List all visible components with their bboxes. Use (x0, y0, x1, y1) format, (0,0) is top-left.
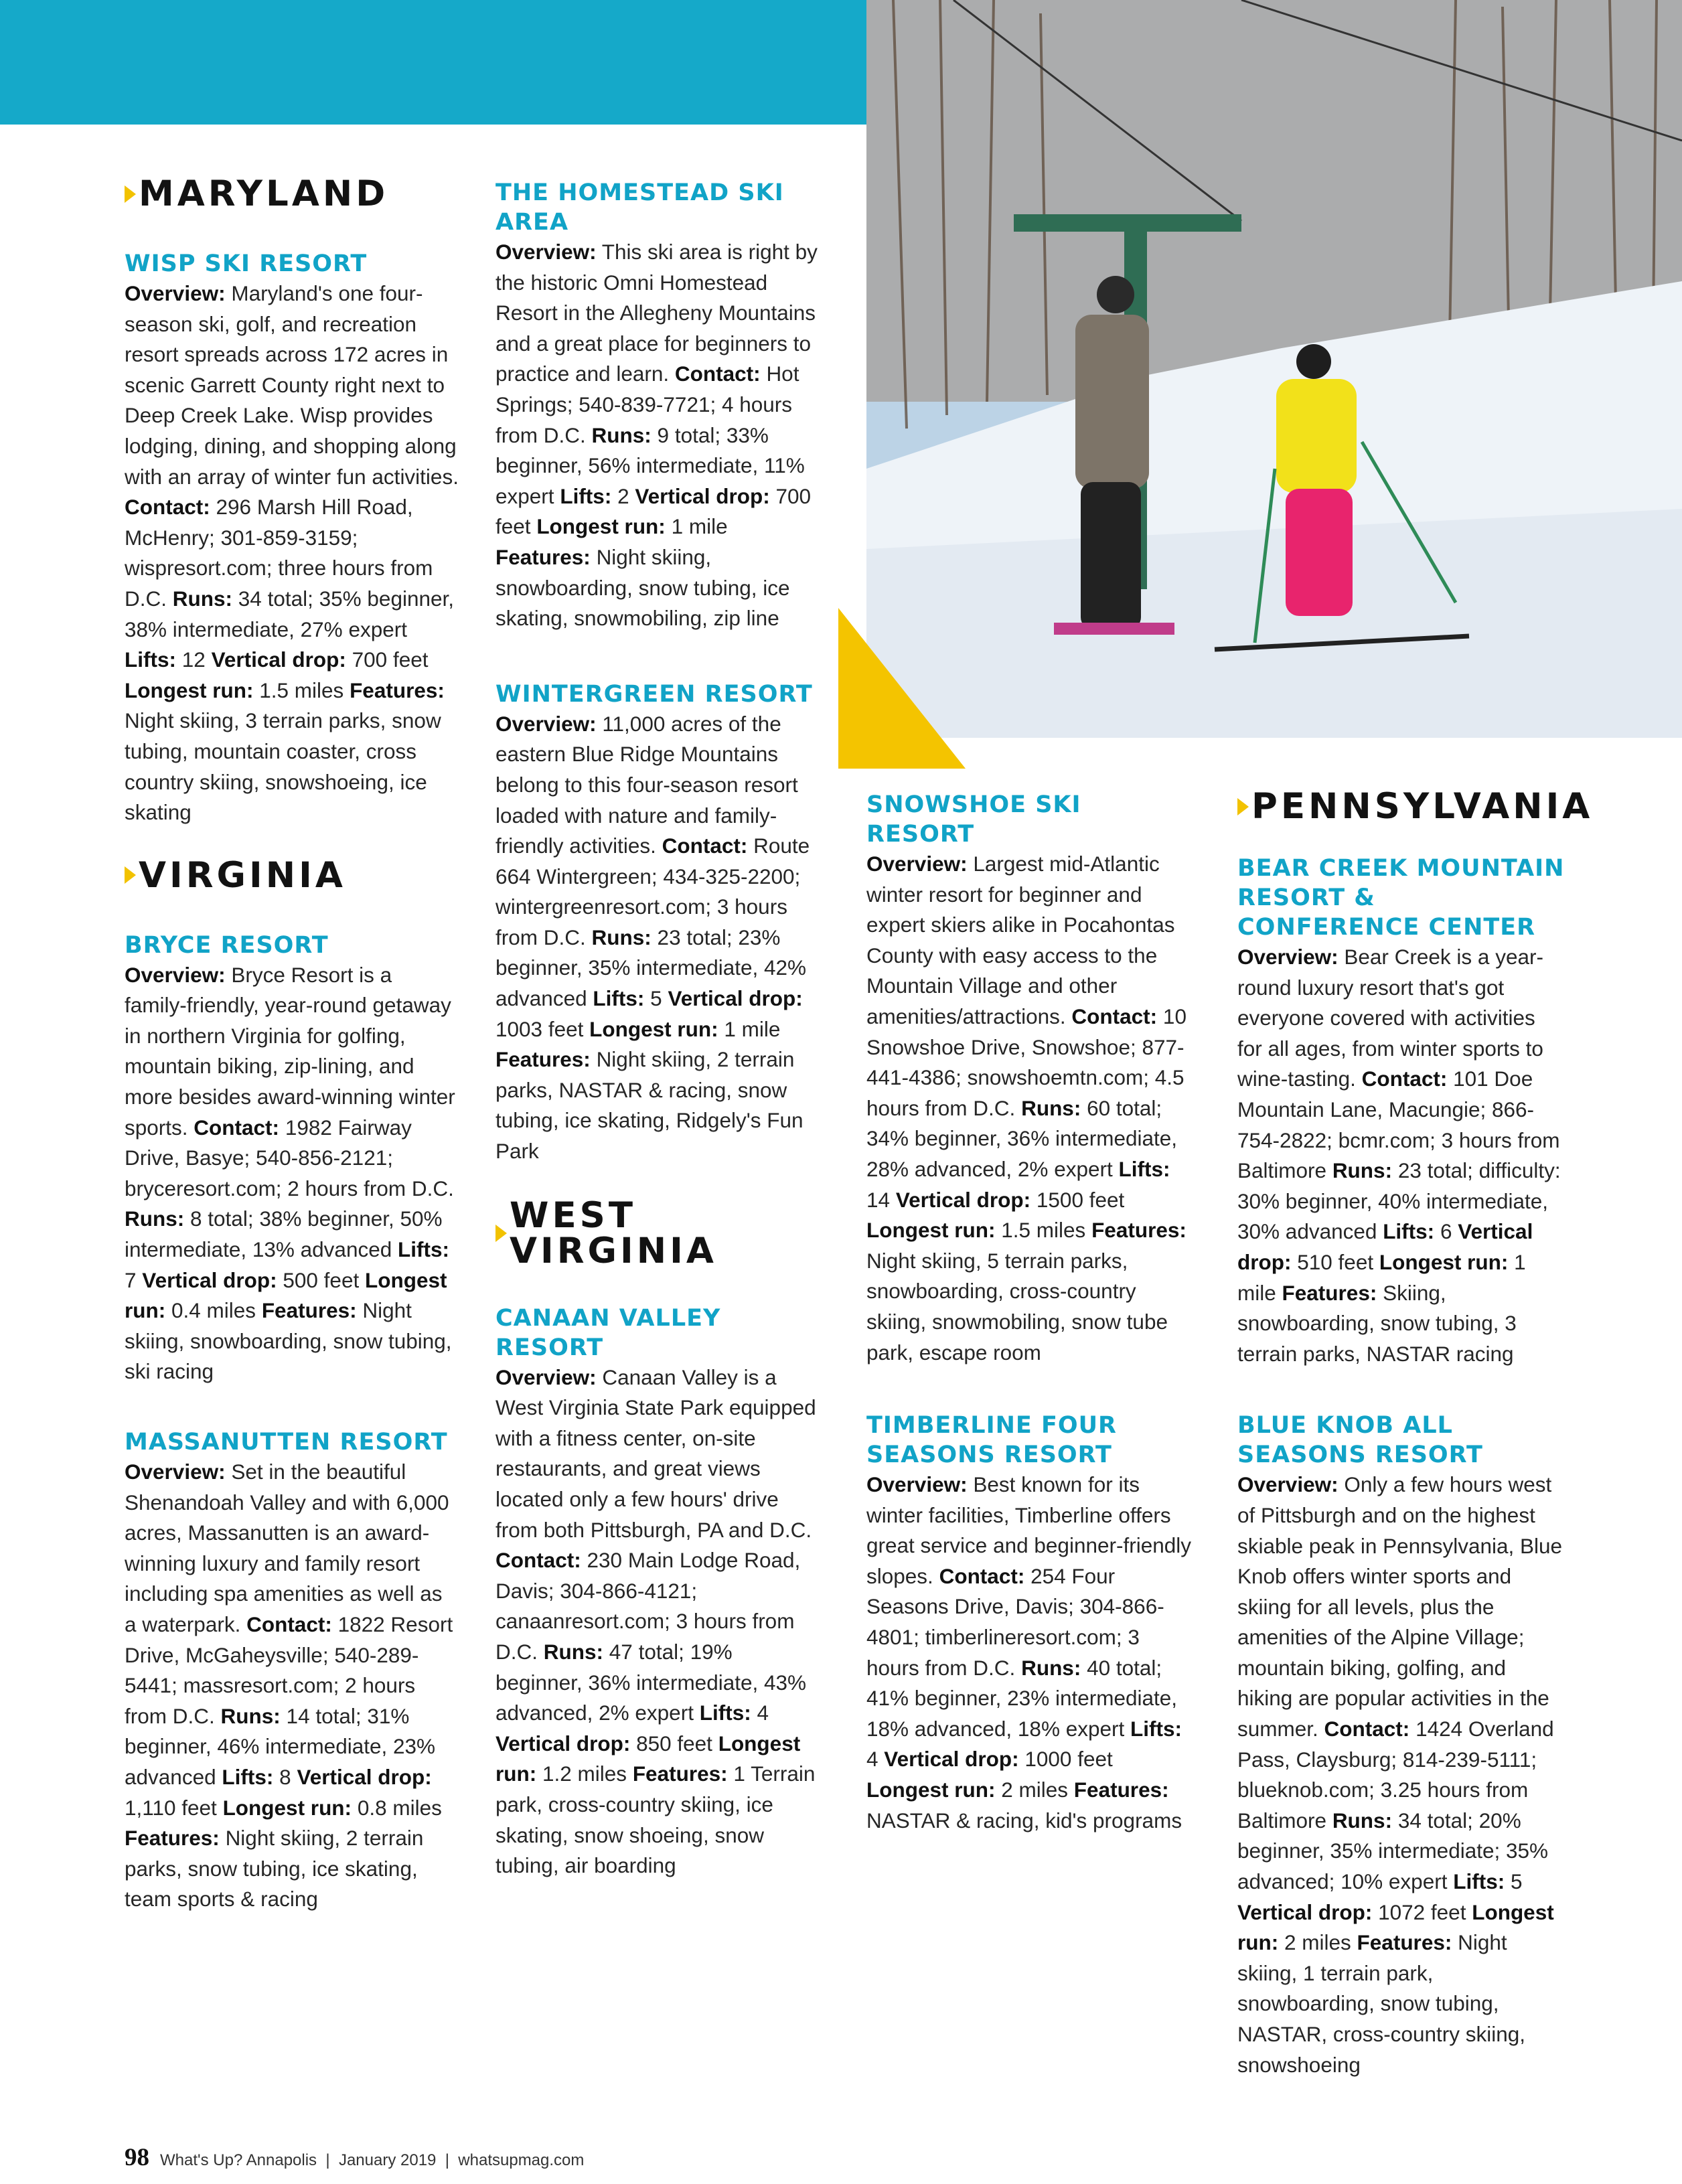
resort-entry-bearcreek (1237, 854, 1565, 1369)
resort-title: BLUE KNOB ALL SEASONS RESORT (1237, 1412, 1483, 1469)
ski-slope-illustration (866, 0, 1682, 738)
resort-details: Overview: Set in the beautiful Shenandoah Valley and with 6,000 acres, Massanutten is an award-winning luxury and family resort including spa amenities as well as a waterpark. Contact: 1822 Resort Drive, McGaheysville; 540-289-5441; massresort.com; 2 hours from D.C. Runs: 14 total; 31% beginner, 46% intermediate, 23% advanced Lifts: 8 Vertical drop: 1,110 feet Longest run: 0.8 miles Features: Night skiing, 2 terrain parks, snow tubing, ice skating, team sports & racing (125, 1460, 453, 1912)
resort-entry-massanutten (125, 1427, 459, 1915)
resort-details: Overview: Only a few hours west of Pittsburgh and on the highest skiable peak in Pennsylvania, Blue Knob offers winter sports and skiing for all levels, plus the amenities of the Alpine Village; mountain biking, golfing, and hiking are popular activities in the summer. Contact: 1424 Overland Pass, Claysburg; 814-239-5111; blueknob.com; 3.25 hours from Baltimore Runs: 34 total; 20% beginner, 35% intermediate; 35% advanced; 10% expert Lifts: 5 Vertical drop: 1072 feet Longest run: 2 miles Features: Night skiing, 1 terrain park, snowboarding, snow tubing, NASTAR, cross-country skiing, snowshoeing (1237, 1472, 1563, 2077)
resort-entry-canaan (495, 1304, 825, 1881)
resort-entry-timberline (866, 1411, 1195, 1836)
column-3 (866, 790, 1195, 1836)
resort-entry-bryce (125, 931, 459, 1387)
state-heading-pennsylvania: PENNSYLVANIA (1237, 789, 1565, 824)
resort-details: Overview: Bryce Resort is a family-friendly, year-round getaway in northern Virginia for golfing, mountain biking, zip-lining, and more besides award-winning winter sports. Contact: 1982 Fairway Drive, Basye; 540-856-2121; bryceresort.com; 2 hours from D.C. Runs: 8 total; 38% beginner, 50% intermediate, 13% advanced Lifts: 7 Vertical drop: 500 feet Longest run: 0.4 miles Features: Night skiing, snowboarding, snow tubing, ski racing (125, 962, 455, 1384)
resort-entry-homestead (495, 178, 825, 634)
resort-entry-wintergreen (495, 680, 825, 1167)
resort-details: Overview: Best known for its winter facilities, Timberline offers great service and beginner-friendly slopes. Contact: 254 Four Seasons Drive, Davis; 304-866-4801; timberlineresort.com; 3 hours from D.C. Runs: 40 total; 41% beginner, 23% intermediate, 18% advanced, 18% expert Lifts: 4 Vertical drop: 1000 feet Longest run: 2 miles Features: NASTAR & racing, kid's programs (866, 1472, 1192, 1832)
resort-details: Overview: Maryland's one four-season ski, golf, and recreation resort spreads across 172 acres in scenic Garrett County right next to Deep Creek Lake. Wisp provides lodging, dining, and shopping along with an array of winter fun activities. Contact: 296 Marsh Hill Road, McHenry; 301-859-3159; wispresort.com; three hours from D.C. Runs: 34 total; 35% beginner, 38% intermediate, 27% expert Lifts: 12 Vertical drop: 700 feet Longest run: 1.5 miles Features: Night skiing, 3 terrain parks, snow tubing, mountain coaster, cross country skiing, snowshoeing, ice skating (125, 281, 459, 825)
resort-title: WISP SKI RESORT (125, 250, 368, 277)
page-footer (125, 2143, 584, 2172)
resort-title: BRYCE RESORT (125, 931, 329, 959)
ski-slope-photo (866, 0, 1682, 738)
resort-details: Overview: This ski area is right by the historic Omni Homestead Resort in the Allegheny Mountains and a great place for beginners to practice and learn. Contact: Hot Springs; 540-839-7721; 4 hours from D.C. Runs: 9 total; 33% beginner, 56% intermediate, 11% expert Lifts: 2 Vertical drop: 700 feet Longest run: 1 mile Features: Night skiing, snowboarding, snow tubing, ice skating, snowmobiling, zip line (495, 240, 818, 631)
state-heading-virginia: VIRGINIA (125, 858, 459, 893)
footer-publication: What's Up? Annapolis | January 2019 | whatsupmag.com (160, 2151, 585, 2169)
resort-title: WINTERGREEN RESORT (495, 680, 813, 708)
resort-entry-blueknob (1237, 1411, 1565, 2080)
resort-entry-wisp (125, 249, 459, 828)
header-color-band (0, 0, 870, 125)
triangle-bullet-icon (125, 185, 136, 203)
column-4 (1237, 786, 1594, 2080)
resort-entry-snowshoe (866, 790, 1195, 1368)
triangle-bullet-icon (125, 866, 136, 884)
resort-details: Overview: Bear Creek is a year-round luxury resort that's got everyone covered with activities for all ages, from winter sports to wine-tasting. Contact: 101 Doe Mountain Lane, Macungie; 866-754-2822; bcmr.com; 3 hours from Baltimore Runs: 23 total; difficulty: 30% beginner, 40% intermediate, 30% advanced Lifts: 6 Vertical drop: 510 feet Longest run: 1 mile Features: Skiing, snowboarding, snow tubing, 3 terrain parks, NASTAR racing (1237, 945, 1561, 1366)
state-heading-maryland: MARYLAND (125, 176, 459, 212)
resort-details: Overview: Largest mid-Atlantic winter resort for beginner and expert skiers alike in Pocahontas County with easy access to the Mountain Village and other amenities/attractions. Contact: 10 Snowshoe Drive, Snowshoe; 877-441-4386; snowshoemtn.com; 4.5 hours from D.C. Runs: 60 total; 34% beginner, 36% intermediate, 28% advanced, 2% expert Lifts: 14 Vertical drop: 1500 feet Longest run: 1.5 miles Features: Night skiing, 5 terrain parks, snowboarding, cross-country skiing, snowmobiling, snow tube park, escape room (866, 852, 1187, 1364)
resort-title: THE HOMESTEAD SKI AREA (495, 179, 784, 236)
resort-title: CANAAN VALLEY RESORT (495, 1304, 721, 1361)
resort-title: MASSANUTTEN RESORT (125, 1429, 448, 1456)
triangle-bullet-icon (1237, 798, 1249, 815)
column-1 (125, 173, 459, 1915)
triangle-bullet-icon (495, 1225, 507, 1242)
resort-title: SNOWSHOE SKI RESORT (866, 791, 1081, 848)
resort-title: BEAR CREEK MOUNTAIN RESORT & CONFERENCE CENTER (1237, 855, 1565, 941)
yellow-accent-triangle (838, 608, 966, 769)
resort-title: TIMBERLINE FOUR SEASONS RESORT (866, 1412, 1118, 1469)
resort-details: Overview: Canaan Valley is a West Virginia State Park equipped with a fitness center, on-site restaurants, and great views located only a few hours' drive from both Pittsburgh, PA and D.C. Contact: 230 Main Lodge Road, Davis; 304-866-4121; canaanresort.com; 3 hours from D.C. Runs: 47 total; 19% beginner, 36% intermediate, 43% advanced, 2% expert Lifts: 4 Vertical drop: 850 feet Longest run: 1.2 miles Features: 1 Terrain park, cross-country skiing, ice skating, snow shoeing, snow tubing, air boarding (495, 1364, 816, 1878)
state-heading-west-virginia: WEST VIRGINIA (495, 1198, 825, 1269)
page-number: 98 (125, 2144, 149, 2171)
column-2 (495, 178, 825, 1881)
resort-details: Overview: 11,000 acres of the eastern Blue Ridge Mountains belong to this four-season resort loaded with nature and family-friendly activities. Contact: Route 664 Wintergreen; 434-325-2200; wintergreenresort.com; 3 hours from D.C. Runs: 23 total; 23% beginner, 35% intermediate, 42% advanced Lifts: 5 Vertical drop: 1003 feet Longest run: 1 mile Features: Night skiing, 2 terrain parks, NASTAR & racing, snow tubing, ice skating, Ridgely's Fun Park (495, 711, 810, 1164)
